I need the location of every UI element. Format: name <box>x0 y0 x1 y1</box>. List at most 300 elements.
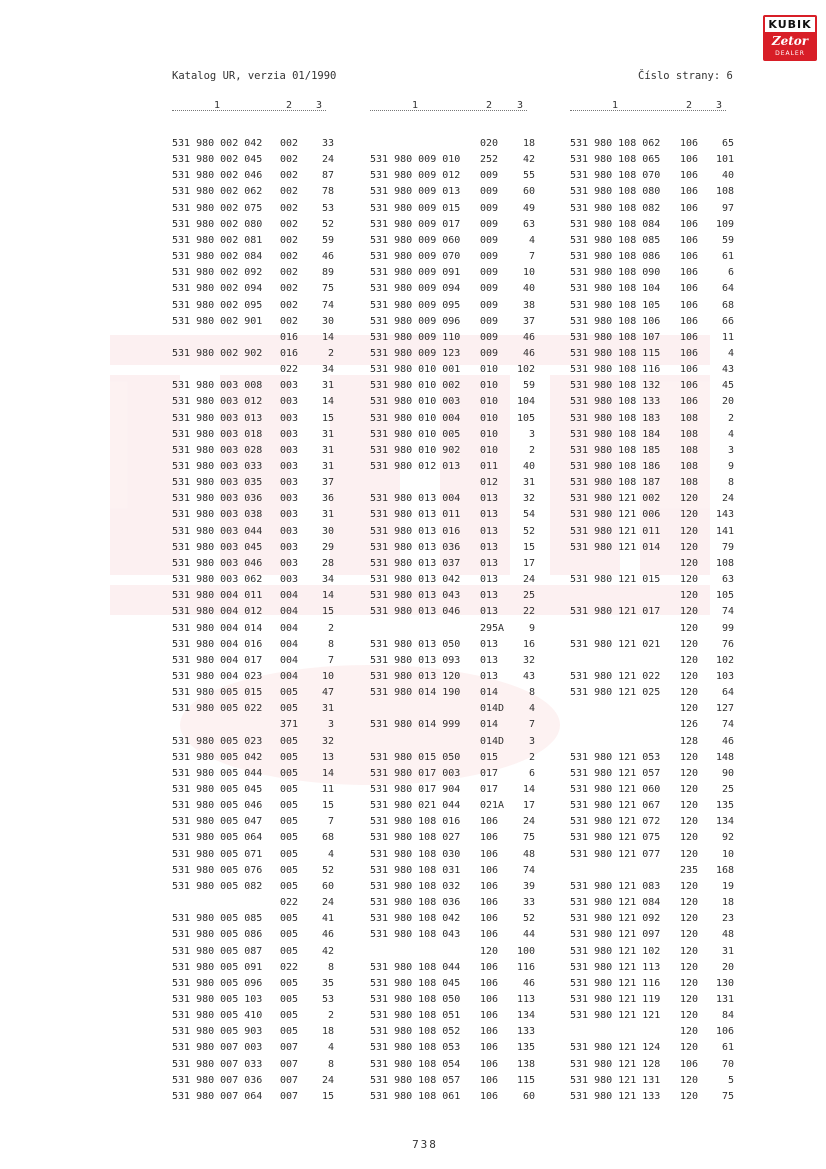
part-number: 531 980 121 072 <box>570 816 661 828</box>
position-number: 37 <box>522 315 535 327</box>
part-number: 531 980 121 119 <box>570 993 661 1005</box>
group-code: 005 <box>280 977 299 989</box>
group-code: 005 <box>280 767 299 779</box>
group-code: 007 <box>280 1074 299 1086</box>
group-code: 013 <box>480 557 499 569</box>
group-code: 005 <box>280 945 299 957</box>
group-code: 002 <box>280 234 299 246</box>
position-number: 74 <box>321 299 334 311</box>
group-code: 120 <box>680 800 699 812</box>
part-number: 531 980 013 050 <box>370 638 461 650</box>
part-number: 531 980 009 091 <box>370 267 461 279</box>
group-code: 013 <box>480 606 499 618</box>
position-number: 24 <box>321 1074 334 1086</box>
position-number: 31 <box>321 461 334 472</box>
part-number: 531 980 108 183 <box>570 412 661 424</box>
position-number: 14 <box>321 767 334 779</box>
part-number: 531 980 005 091 <box>172 961 263 973</box>
part-number: 531 980 121 011 <box>570 525 661 537</box>
position-number: 24 <box>321 897 334 908</box>
group-code: 120 <box>680 961 699 973</box>
position-number: 60 <box>522 186 535 198</box>
group-code: 014D <box>480 703 505 715</box>
position-number: 104 <box>516 396 535 408</box>
group-code: 108 <box>680 444 699 456</box>
group-code: 106 <box>680 218 699 230</box>
group-code: 120 <box>680 1042 699 1054</box>
position-number: 6 <box>727 267 734 279</box>
group-code: 005 <box>280 703 299 715</box>
position-number: 68 <box>721 299 734 311</box>
group-code: 106 <box>680 396 699 408</box>
group-code: 004 <box>280 590 299 602</box>
position-number: 52 <box>321 218 334 230</box>
part-number: 531 980 121 077 <box>570 848 661 860</box>
part-number: 531 980 003 013 <box>172 412 263 424</box>
position-number: 23 <box>721 913 734 925</box>
part-number: 531 980 003 033 <box>172 461 263 472</box>
group-code: 106 <box>680 1058 699 1070</box>
part-number: 531 980 108 061 <box>370 1090 461 1102</box>
part-number: 531 980 009 096 <box>370 315 461 327</box>
part-number: 531 980 108 187 <box>570 477 661 489</box>
position-number: 3 <box>327 719 334 731</box>
part-number: 531 980 108 051 <box>370 1010 461 1022</box>
position-number: 148 <box>715 751 734 763</box>
position-number: 34 <box>321 364 334 376</box>
position-number: 43 <box>721 364 734 376</box>
part-number: 531 980 108 057 <box>370 1074 461 1086</box>
part-number: 531 980 121 133 <box>570 1090 661 1102</box>
group-code: 003 <box>280 574 299 585</box>
part-number: 531 980 009 013 <box>370 186 461 198</box>
position-number: 20 <box>721 396 734 408</box>
position-number: 100 <box>516 945 535 957</box>
position-number: 4 <box>727 428 734 440</box>
group-code: 106 <box>680 251 699 262</box>
group-code: 002 <box>280 138 299 149</box>
position-number: 74 <box>721 606 734 618</box>
part-number: 531 980 121 092 <box>570 913 661 925</box>
part-number: 531 980 005 015 <box>172 687 263 699</box>
part-number: 531 980 007 033 <box>172 1058 263 1070</box>
group-code: 009 <box>480 251 499 262</box>
part-number: 531 980 005 046 <box>172 800 263 812</box>
group-code: 108 <box>680 461 699 472</box>
position-number: 59 <box>321 234 334 246</box>
position-number: 31 <box>721 945 734 957</box>
group-code: 016 <box>280 331 299 343</box>
group-code: 013 <box>480 541 499 553</box>
part-number: 531 980 012 013 <box>370 461 461 472</box>
part-number: 531 980 108 043 <box>370 929 461 941</box>
position-number: 32 <box>522 654 535 666</box>
part-number: 531 980 108 065 <box>570 154 661 166</box>
part-number: 531 980 108 080 <box>570 186 661 198</box>
group-code: 120 <box>680 654 699 666</box>
position-number: 135 <box>516 1042 535 1054</box>
part-number: 531 980 121 124 <box>570 1042 661 1054</box>
part-number: 531 980 108 036 <box>370 897 461 908</box>
group-code: 106 <box>480 1042 499 1054</box>
page-number-label: Číslo strany: 6 <box>638 70 733 82</box>
part-number: 531 980 108 044 <box>370 961 461 973</box>
part-number: 531 980 002 080 <box>172 218 263 230</box>
group-code: 003 <box>280 493 299 505</box>
position-number: 79 <box>721 541 734 553</box>
position-number: 24 <box>721 493 734 505</box>
group-code: 120 <box>680 977 699 989</box>
part-number: 531 980 005 045 <box>172 784 263 795</box>
position-number: 28 <box>321 557 334 569</box>
group-code: 106 <box>680 154 699 166</box>
part-number: 531 980 004 017 <box>172 654 263 666</box>
position-number: 37 <box>321 477 334 489</box>
group-code: 002 <box>280 251 299 262</box>
position-number: 60 <box>522 1090 535 1102</box>
position-number: 2 <box>528 751 535 763</box>
part-number: 531 980 121 116 <box>570 977 661 989</box>
group-code: 106 <box>480 897 499 908</box>
part-number: 531 980 108 027 <box>370 832 461 844</box>
position-number: 10 <box>721 848 734 860</box>
part-number: 531 980 003 045 <box>172 541 263 553</box>
group-code: 002 <box>280 202 299 214</box>
group-code: 120 <box>680 606 699 618</box>
column-header-rule <box>370 110 527 111</box>
part-number: 531 980 009 094 <box>370 283 461 295</box>
position-number: 4 <box>727 347 734 359</box>
part-number: 531 980 121 128 <box>570 1058 661 1070</box>
part-number: 531 980 009 060 <box>370 234 461 246</box>
position-number: 31 <box>321 703 334 715</box>
group-code: 005 <box>280 929 299 941</box>
group-code: 106 <box>680 202 699 214</box>
position-number: 38 <box>522 299 535 311</box>
part-number: 531 980 004 023 <box>172 670 263 682</box>
group-code: 106 <box>480 832 499 844</box>
group-code: 010 <box>480 364 499 376</box>
group-code: 120 <box>680 897 699 908</box>
position-number: 99 <box>721 622 734 634</box>
position-number: 92 <box>721 832 734 844</box>
group-code: 106 <box>480 913 499 925</box>
group-code: 106 <box>680 138 699 149</box>
group-code: 003 <box>280 509 299 521</box>
part-number: 531 980 121 014 <box>570 541 661 553</box>
position-number: 39 <box>522 880 535 892</box>
position-number: 168 <box>715 864 734 876</box>
column-header-c2: 2 <box>486 100 493 111</box>
group-code: 120 <box>680 1010 699 1022</box>
group-code: 003 <box>280 461 299 472</box>
group-code: 022 <box>280 961 299 973</box>
group-code: 120 <box>680 557 699 569</box>
group-code: 002 <box>280 218 299 230</box>
group-code: 014D <box>480 735 505 747</box>
group-code: 108 <box>680 428 699 440</box>
part-number: 531 980 121 017 <box>570 606 661 618</box>
position-number: 138 <box>516 1058 535 1070</box>
position-number: 52 <box>522 913 535 925</box>
part-number: 531 980 121 022 <box>570 670 661 682</box>
position-number: 18 <box>721 897 734 908</box>
group-code: 003 <box>280 412 299 424</box>
position-number: 15 <box>321 606 334 618</box>
part-number: 531 980 003 036 <box>172 493 263 505</box>
group-code: 120 <box>680 1090 699 1102</box>
position-number: 9 <box>528 622 535 634</box>
group-code: 106 <box>480 816 499 828</box>
group-code: 003 <box>280 380 299 392</box>
group-code: 010 <box>480 428 499 440</box>
part-number: 531 980 108 116 <box>570 364 661 376</box>
part-number: 531 980 005 023 <box>172 735 263 747</box>
part-number: 531 980 108 053 <box>370 1042 461 1054</box>
part-number: 531 980 108 107 <box>570 331 661 343</box>
group-code: 106 <box>680 347 699 359</box>
position-number: 14 <box>321 331 334 343</box>
group-code: 120 <box>680 493 699 505</box>
position-number: 59 <box>721 234 734 246</box>
position-number: 3 <box>528 428 535 440</box>
part-number: 531 980 013 046 <box>370 606 461 618</box>
position-number: 105 <box>715 590 734 602</box>
group-code: 003 <box>280 428 299 440</box>
part-number: 531 980 005 103 <box>172 993 263 1005</box>
part-number: 531 980 108 184 <box>570 428 661 440</box>
group-code: 021A <box>480 800 505 812</box>
position-number: 52 <box>321 864 334 876</box>
part-number: 531 980 108 085 <box>570 234 661 246</box>
group-code: 014 <box>480 687 499 699</box>
group-code: 005 <box>280 848 299 860</box>
group-code: 120 <box>680 929 699 941</box>
position-number: 87 <box>321 170 334 182</box>
group-code: 120 <box>680 622 699 634</box>
part-number: 531 980 013 120 <box>370 670 461 682</box>
group-code: 120 <box>680 509 699 521</box>
group-code: 106 <box>680 186 699 198</box>
part-number: 531 980 009 095 <box>370 299 461 311</box>
position-number: 143 <box>715 509 734 521</box>
part-number: 531 980 002 084 <box>172 251 263 262</box>
position-number: 15 <box>321 412 334 424</box>
column-header-part: 1 <box>612 100 619 111</box>
group-code: 120 <box>480 945 499 957</box>
part-number: 531 980 010 005 <box>370 428 461 440</box>
group-code: 009 <box>480 170 499 182</box>
part-number: 531 980 005 044 <box>172 767 263 779</box>
part-number: 531 980 005 076 <box>172 864 263 876</box>
position-number: 70 <box>721 1058 734 1070</box>
group-code: 120 <box>680 1074 699 1086</box>
group-code: 106 <box>480 977 499 989</box>
position-number: 101 <box>715 154 734 166</box>
position-number: 18 <box>522 138 535 149</box>
group-code: 120 <box>680 590 699 602</box>
group-code: 120 <box>680 670 699 682</box>
part-number: 531 980 002 902 <box>172 347 263 359</box>
position-number: 33 <box>321 138 334 149</box>
part-number: 531 980 108 090 <box>570 267 661 279</box>
position-number: 18 <box>321 1026 334 1038</box>
part-number: 531 980 121 060 <box>570 784 661 795</box>
position-number: 30 <box>321 315 334 327</box>
group-code: 005 <box>280 687 299 699</box>
column-header-c2: 2 <box>286 100 293 111</box>
part-number: 531 980 005 085 <box>172 913 263 925</box>
part-number: 531 980 003 062 <box>172 574 263 585</box>
position-number: 2 <box>327 622 334 634</box>
position-number: 15 <box>321 800 334 812</box>
position-number: 3 <box>528 735 535 747</box>
part-number: 531 980 002 081 <box>172 234 263 246</box>
position-number: 53 <box>321 993 334 1005</box>
part-number: 531 980 002 046 <box>172 170 263 182</box>
position-number: 55 <box>522 170 535 182</box>
group-code: 106 <box>680 315 699 327</box>
position-number: 4 <box>528 234 535 246</box>
part-number: 531 980 013 016 <box>370 525 461 537</box>
position-number: 64 <box>721 687 734 699</box>
logo-dealer-text: DEALER <box>775 50 805 57</box>
position-number: 76 <box>721 638 734 650</box>
group-code: 235 <box>680 864 699 876</box>
position-number: 97 <box>721 202 734 214</box>
column-header-c3: 3 <box>716 100 723 111</box>
part-number: 531 980 108 032 <box>370 880 461 892</box>
part-number: 531 980 013 043 <box>370 590 461 602</box>
part-number: 531 980 002 075 <box>172 202 263 214</box>
part-number: 531 980 009 010 <box>370 154 461 166</box>
position-number: 45 <box>721 380 734 392</box>
part-number: 531 980 004 012 <box>172 606 263 618</box>
position-number: 2 <box>727 412 734 424</box>
position-number: 31 <box>321 444 334 456</box>
part-number: 531 980 108 045 <box>370 977 461 989</box>
group-code: 005 <box>280 993 299 1005</box>
part-number: 531 980 121 015 <box>570 574 661 585</box>
position-number: 24 <box>522 816 535 828</box>
position-number: 40 <box>522 283 535 295</box>
position-number: 84 <box>721 1010 734 1022</box>
group-code: 010 <box>480 380 499 392</box>
part-number: 531 980 002 901 <box>172 315 263 327</box>
group-code: 106 <box>480 1026 499 1038</box>
part-number: 531 980 108 042 <box>370 913 461 925</box>
group-code: 002 <box>280 170 299 182</box>
position-number: 31 <box>321 428 334 440</box>
part-number: 531 980 121 057 <box>570 767 661 779</box>
position-number: 65 <box>721 138 734 149</box>
part-number: 531 980 021 044 <box>370 800 461 812</box>
position-number: 61 <box>721 1042 734 1054</box>
part-number: 531 980 007 003 <box>172 1042 263 1054</box>
part-number: 531 980 005 086 <box>172 929 263 941</box>
group-code: 106 <box>680 234 699 246</box>
part-number: 531 980 121 083 <box>570 880 661 892</box>
position-number: 44 <box>522 929 535 941</box>
group-code: 106 <box>480 1074 499 1086</box>
part-number: 531 980 108 086 <box>570 251 661 262</box>
position-number: 109 <box>715 218 734 230</box>
position-number: 46 <box>721 735 734 747</box>
group-code: 012 <box>480 477 499 489</box>
group-code: 010 <box>480 444 499 456</box>
part-number: 531 980 121 021 <box>570 638 661 650</box>
position-number: 8 <box>327 961 334 973</box>
group-code: 003 <box>280 444 299 456</box>
part-number: 531 980 013 093 <box>370 654 461 666</box>
part-number: 531 980 108 106 <box>570 315 661 327</box>
group-code: 120 <box>680 832 699 844</box>
position-number: 46 <box>522 331 535 343</box>
group-code: 120 <box>680 816 699 828</box>
group-code: 020 <box>480 138 499 149</box>
part-number: 531 980 108 105 <box>570 299 661 311</box>
group-code: 017 <box>480 784 499 795</box>
group-code: 003 <box>280 525 299 537</box>
group-code: 005 <box>280 784 299 795</box>
position-number: 3 <box>727 444 734 456</box>
group-code: 005 <box>280 832 299 844</box>
group-code: 120 <box>680 525 699 537</box>
position-number: 4 <box>327 1042 334 1054</box>
group-code: 120 <box>680 767 699 779</box>
part-number: 531 980 005 096 <box>172 977 263 989</box>
group-code: 106 <box>680 380 699 392</box>
group-code: 022 <box>280 364 299 376</box>
group-code: 013 <box>480 574 499 585</box>
group-code: 002 <box>280 299 299 311</box>
part-number: 531 980 009 017 <box>370 218 461 230</box>
group-code: 120 <box>680 784 699 795</box>
group-code: 009 <box>480 186 499 198</box>
part-number: 531 980 017 003 <box>370 767 461 779</box>
group-code: 007 <box>280 1090 299 1102</box>
group-code: 005 <box>280 880 299 892</box>
part-number: 531 980 002 062 <box>172 186 263 198</box>
group-code: 002 <box>280 315 299 327</box>
group-code: 010 <box>480 396 499 408</box>
position-number: 16 <box>522 638 535 650</box>
group-code: 106 <box>680 170 699 182</box>
group-code: 005 <box>280 864 299 876</box>
position-number: 133 <box>516 1026 535 1038</box>
position-number: 53 <box>321 202 334 214</box>
part-number: 531 980 009 070 <box>370 251 461 262</box>
group-code: 017 <box>480 767 499 779</box>
part-number: 531 980 108 185 <box>570 444 661 456</box>
part-number: 531 980 014 190 <box>370 687 461 699</box>
group-code: 106 <box>480 929 499 941</box>
group-code: 120 <box>680 1026 699 1038</box>
group-code: 128 <box>680 735 699 747</box>
logo-kubik-text: KUBIK <box>765 17 815 32</box>
group-code: 120 <box>680 880 699 892</box>
part-number: 531 980 010 004 <box>370 412 461 424</box>
group-code: 120 <box>680 751 699 763</box>
position-number: 25 <box>721 784 734 795</box>
position-number: 47 <box>321 687 334 699</box>
part-number: 531 980 010 003 <box>370 396 461 408</box>
position-number: 46 <box>522 977 535 989</box>
part-number: 531 980 014 999 <box>370 719 461 731</box>
group-code: 003 <box>280 477 299 489</box>
position-number: 34 <box>321 574 334 585</box>
part-number: 531 980 005 042 <box>172 751 263 763</box>
